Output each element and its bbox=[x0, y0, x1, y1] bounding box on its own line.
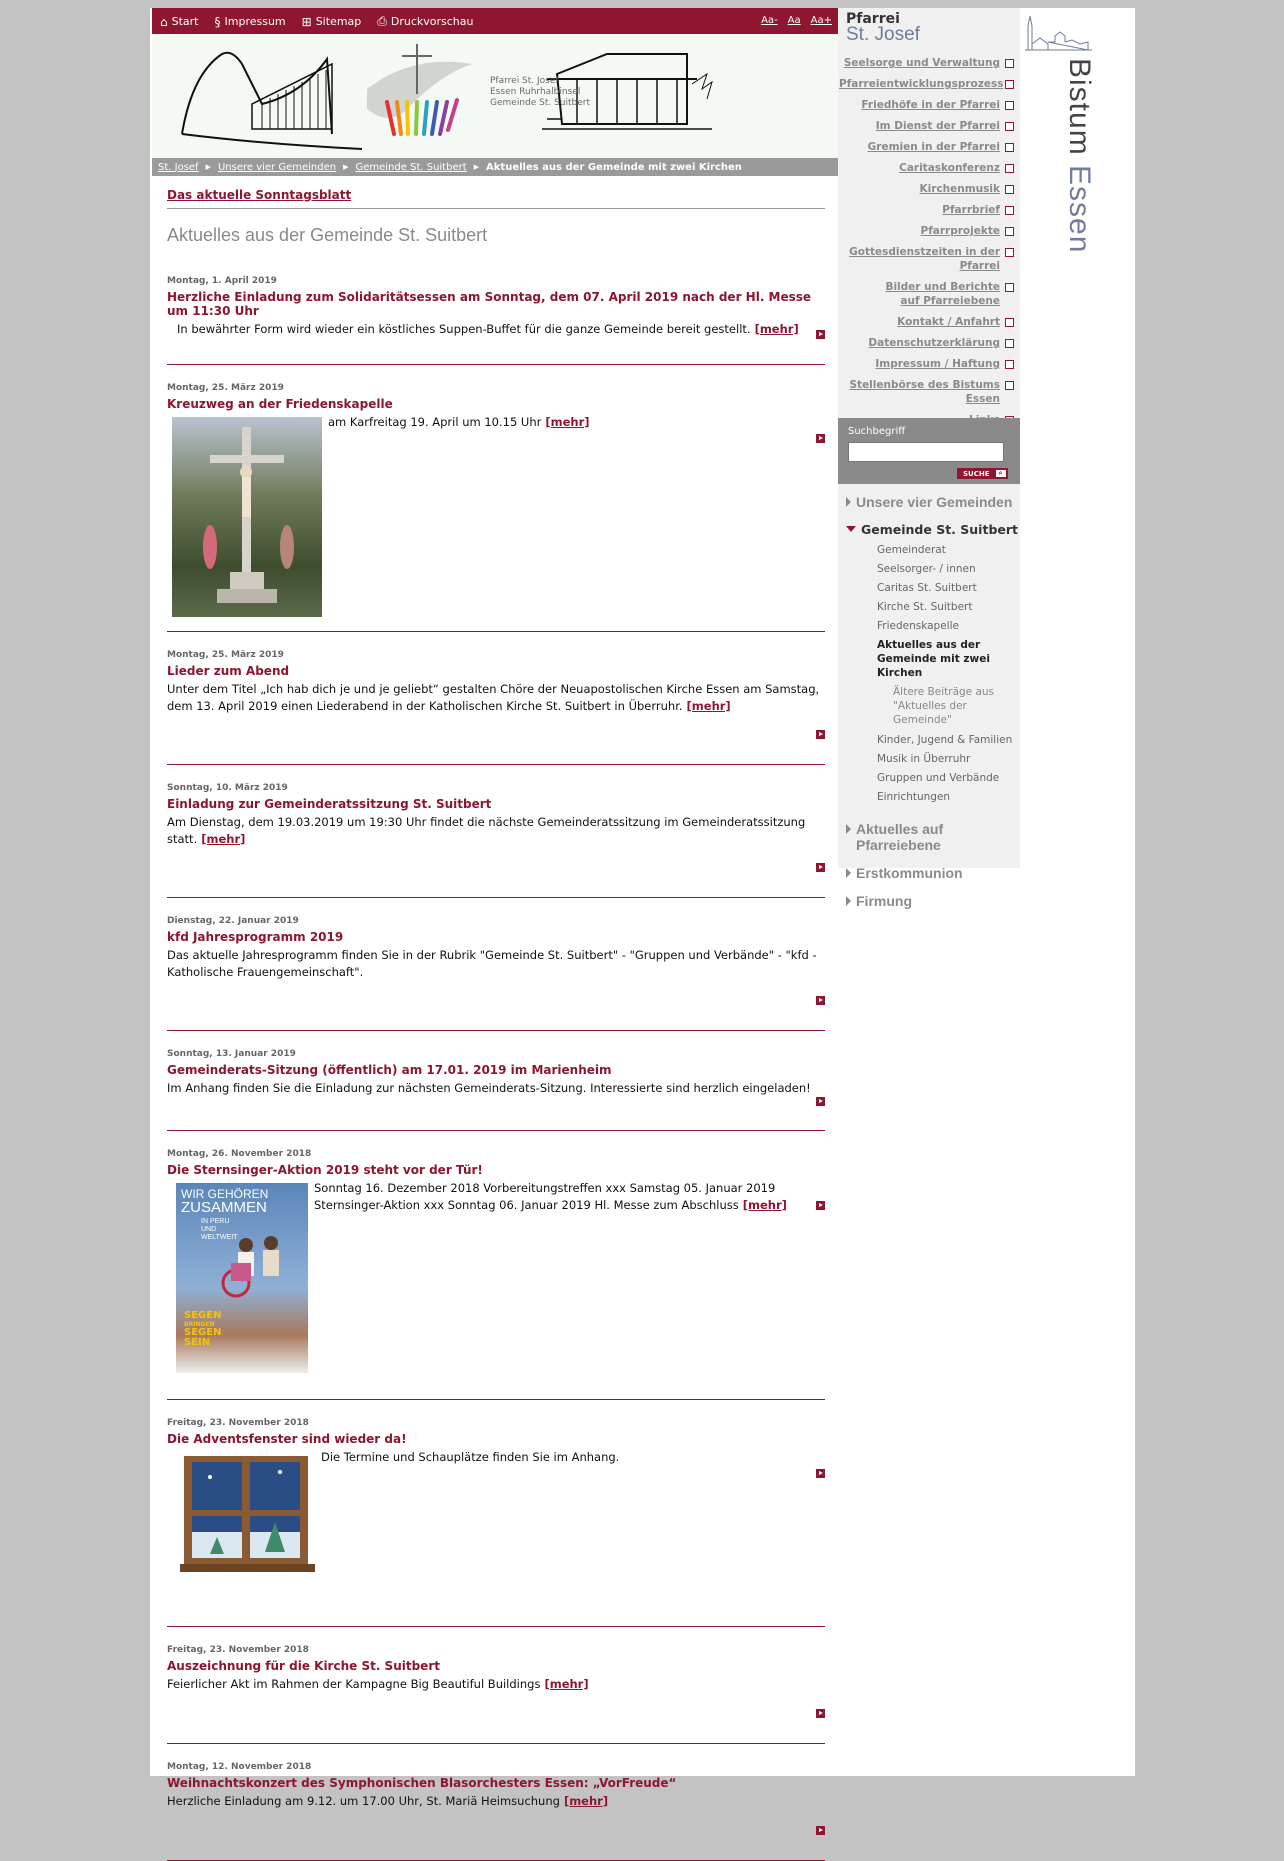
spacer bbox=[846, 809, 1020, 821]
sidebar-menu-label: Seelsorge und Verwaltung bbox=[843, 57, 1000, 69]
font-size-controls bbox=[761, 15, 832, 26]
news-date: Dienstag, 22. Januar 2019 bbox=[167, 916, 299, 926]
breadcrumb-current: Aktuelles aus der Gemeinde mit zwei Kirchen bbox=[486, 161, 742, 173]
mehr-link[interactable]: [mehr] bbox=[201, 832, 246, 846]
search-input[interactable] bbox=[848, 442, 1004, 462]
sidebar-menu-label: Gottesdienstzeiten in der Pfarrei bbox=[849, 246, 1000, 272]
page bbox=[150, 8, 1135, 1808]
news-date: Montag, 1. April 2019 bbox=[167, 276, 277, 286]
sidebar-menu-item[interactable] bbox=[839, 140, 1014, 154]
print-icon: ⎙ bbox=[377, 14, 387, 28]
news-date: Freitag, 23. November 2018 bbox=[167, 1645, 309, 1655]
news-date: Montag, 25. März 2019 bbox=[167, 650, 284, 660]
mehr-link[interactable]: [mehr] bbox=[742, 1198, 787, 1212]
poster-line: UND bbox=[201, 1226, 217, 1233]
poster-line: IN PERU bbox=[201, 1218, 230, 1225]
arrow-right-icon[interactable] bbox=[816, 1097, 825, 1106]
arrow-right-icon[interactable] bbox=[816, 330, 825, 339]
sidebar-menu-label: Friedhöfe in der Pfarrei bbox=[861, 99, 1000, 111]
header-banner bbox=[152, 34, 838, 158]
square-bullet-icon bbox=[1005, 248, 1014, 257]
news-item bbox=[167, 898, 825, 1030]
arrow-right-icon[interactable] bbox=[816, 434, 825, 443]
news-title[interactable]: Einladung zur Gemeinderatssitzung St. Suitbert bbox=[167, 797, 492, 811]
sidebar-menu-label: Gremien in der Pfarrei bbox=[867, 141, 1000, 153]
sidebar-menu-item[interactable] bbox=[839, 315, 1014, 329]
news-text-body: Herzliche Einladung am 9.12. um 17.00 Uhr, St. Mariä Heimsuchung bbox=[167, 1794, 560, 1808]
crucifix-image bbox=[172, 417, 322, 617]
sidebar-menu-label: Kirchenmusik bbox=[919, 183, 1000, 195]
chevron-right-icon: ▶ bbox=[473, 163, 480, 171]
nav-druckvorschau-label: Druckvorschau bbox=[390, 15, 474, 28]
news-text bbox=[167, 321, 825, 338]
divider bbox=[167, 208, 825, 209]
top-nav bbox=[160, 14, 473, 29]
nav-impressum-label: Impressum bbox=[224, 15, 286, 28]
poster-line: WELTWEIT bbox=[201, 1234, 238, 1241]
sidebar-menu-item[interactable] bbox=[839, 182, 1014, 196]
section-icon: § bbox=[214, 14, 221, 29]
mehr-link[interactable]: [mehr] bbox=[545, 415, 590, 429]
search-box bbox=[838, 418, 1020, 484]
chevron-right-icon: ▶ bbox=[205, 163, 211, 171]
banner-logo-text bbox=[490, 76, 590, 109]
sidebar-menu-item[interactable] bbox=[870, 280, 1014, 308]
news-item bbox=[167, 1627, 825, 1743]
subnav-child-item[interactable]: Seelsorger- / innen bbox=[877, 563, 976, 575]
bistum-essen-logo bbox=[1020, 8, 1100, 268]
subnav-child-item[interactable]: Kinder, Jugend & Familien bbox=[877, 734, 1013, 746]
bistum-wordmark bbox=[1062, 58, 1096, 253]
news-text bbox=[167, 1793, 825, 1810]
news-item bbox=[167, 1744, 825, 1860]
news-text-body: In bewährter Form wird wieder ein köstliches Suppen-Buffet für die ganze Gemeinde bereit gestellt. bbox=[177, 322, 751, 336]
home-icon: ⌂ bbox=[160, 14, 168, 29]
news-text-body: Sonntag 16. Dezember 2018 Vorbereitungstreffen xxx Samstag 05. Januar 2019 Sternsinger-Aktion xxx Sonntag 06. Januar 2019 Hl. Messe zum Abschluss bbox=[314, 1181, 776, 1212]
sidebar-menu-label: Impressum / Haftung bbox=[875, 358, 1000, 370]
poster-line: SEIN bbox=[184, 1337, 211, 1348]
sidebar-menu-label: Bilder und Berichte auf Pfarreiebene bbox=[885, 281, 1000, 307]
search-icon: ⌕ bbox=[996, 470, 1006, 477]
nav-impressum[interactable] bbox=[215, 14, 286, 29]
subnav-item-active[interactable]: Aktuelles aus der Gemeinde mit zwei Kirchen bbox=[877, 639, 990, 679]
search-label: Suchbegriff bbox=[848, 426, 906, 437]
subnav-child-item[interactable]: Einrichtungen bbox=[877, 791, 951, 803]
subnav-item[interactable]: Firmung bbox=[846, 893, 1020, 909]
sub-navigation bbox=[846, 494, 1020, 921]
square-bullet-icon bbox=[1005, 283, 1014, 292]
sidebar-menu bbox=[839, 56, 1014, 434]
sidebar-menu-item[interactable] bbox=[839, 161, 1014, 175]
square-bullet-icon bbox=[1005, 318, 1014, 327]
news-title[interactable]: Die Sternsinger-Aktion 2019 steht vor der Tür! bbox=[167, 1163, 483, 1177]
news-item bbox=[167, 1131, 825, 1399]
nav-sitemap[interactable] bbox=[302, 14, 362, 29]
arrow-right-icon[interactable] bbox=[816, 1709, 825, 1718]
font-normal-button[interactable]: Aa bbox=[787, 15, 801, 26]
poster-line: BRINGEN bbox=[184, 1321, 215, 1328]
square-bullet-icon bbox=[1005, 122, 1014, 131]
sidebar-menu-label: Pfarreientwicklungsprozess bbox=[839, 78, 1004, 90]
font-larger-button[interactable]: Aa+ bbox=[810, 15, 832, 26]
news-item bbox=[167, 765, 825, 897]
chevron-right-icon: ▶ bbox=[343, 163, 349, 171]
news-title[interactable]: Gemeinderats-Sitzung (öffentlich) am 17.01. 2019 im Marienheim bbox=[167, 1063, 612, 1077]
breadcrumb bbox=[152, 158, 838, 176]
subnav-children bbox=[846, 733, 1020, 804]
subnav-item[interactable]: Unsere vier Gemeinden bbox=[846, 494, 1020, 510]
square-bullet-icon bbox=[1005, 101, 1014, 110]
subnav-child-item[interactable]: Gruppen und Verbände bbox=[877, 772, 1000, 784]
sidebar-menu-item[interactable] bbox=[839, 98, 1014, 112]
sidebar-menu-item[interactable] bbox=[839, 203, 1014, 217]
sidebar-menu-item[interactable] bbox=[839, 378, 1014, 406]
sidebar-title-name: St. Josef bbox=[846, 24, 920, 45]
logo-line: Pfarrei St. Josef bbox=[490, 76, 559, 86]
news-text bbox=[167, 1676, 825, 1693]
mehr-link[interactable]: [mehr] bbox=[686, 699, 731, 713]
square-bullet-icon bbox=[1005, 360, 1014, 369]
square-bullet-icon bbox=[1005, 185, 1014, 194]
square-bullet-icon bbox=[1005, 206, 1014, 215]
news-text-body: Am Dienstag, dem 19.03.2019 um 19:30 Uhr findet die nächste Gemeinderatssitzung im Gemeinderatssitzung statt. bbox=[167, 815, 806, 846]
news-text-body: Unter dem Titel „Ich hab dich je und je geliebt“ gestalten Chöre der Neuapostolischen Kirche Essen am Samstag, dem 13. April 2019 einen Liederabend in der Katholischen Kirche St. Suitbert in Überruhr. bbox=[167, 682, 820, 713]
logo-line: Essen Ruhrhalbinsel bbox=[490, 87, 581, 97]
square-bullet-icon bbox=[1005, 339, 1014, 348]
news-text-body: Feierlicher Akt im Rahmen der Kampagne Big Beautiful Buildings bbox=[167, 1677, 541, 1691]
news-text: Die Termine und Schauplätze finden Sie im Anhang. bbox=[321, 1450, 620, 1464]
news-date: Sonntag, 13. Januar 2019 bbox=[167, 1049, 296, 1059]
news-date: Sonntag, 10. März 2019 bbox=[167, 783, 288, 793]
square-bullet-icon bbox=[1005, 59, 1014, 68]
search-button[interactable] bbox=[957, 468, 1008, 479]
subnav-item-open[interactable]: Gemeinde St. Suitbert bbox=[846, 522, 1020, 537]
sidebar-menu-label: Datenschutzerklärung bbox=[868, 337, 1000, 349]
square-bullet-icon bbox=[1005, 164, 1014, 173]
sidebar-menu-item[interactable] bbox=[839, 357, 1014, 371]
news-title[interactable]: Weihnachtskonzert des Symphonischen Blasorchesters Essen: „VorFreude“ bbox=[167, 1776, 677, 1790]
subnav-item[interactable]: Erstkommunion bbox=[846, 865, 1020, 881]
nav-sitemap-label: Sitemap bbox=[315, 15, 362, 28]
news-date: Montag, 26. November 2018 bbox=[167, 1149, 312, 1159]
breadcrumb-link[interactable]: Unsere vier Gemeinden bbox=[217, 161, 337, 173]
news-title[interactable]: Auszeichnung für die Kirche St. Suitbert bbox=[167, 1659, 440, 1673]
arrow-right-icon[interactable] bbox=[816, 730, 825, 739]
arrow-right-icon[interactable] bbox=[816, 1201, 825, 1210]
main-content bbox=[167, 188, 825, 1861]
sidebar-title bbox=[846, 11, 920, 45]
arrow-right-icon[interactable] bbox=[816, 996, 825, 1005]
news-text: Im Anhang finden Sie die Einladung zur nächsten Gemeinderats-Sitzung. Interessierte sind herzlich eingeladen! bbox=[167, 1081, 811, 1095]
bistum-word: Bistum bbox=[1063, 58, 1096, 156]
nav-druckvorschau[interactable] bbox=[377, 14, 473, 29]
subnav-child-item[interactable]: Gemeinderat bbox=[877, 544, 946, 556]
news-item bbox=[167, 258, 825, 364]
bistum-word: Essen bbox=[1063, 165, 1096, 254]
page-title: Aktuelles aus der Gemeinde St. Suitbert bbox=[167, 225, 488, 245]
sidebar-menu-label: Pfarrbrief bbox=[942, 204, 1000, 216]
sidebar-menu-item[interactable] bbox=[839, 245, 1014, 273]
poster-line: ZUSAMMEN bbox=[181, 1199, 267, 1216]
logo-line: Gemeinde St. Suitbert bbox=[490, 98, 591, 108]
sidebar-menu-item[interactable] bbox=[839, 336, 1014, 350]
sidebar-menu-item[interactable] bbox=[839, 119, 1014, 133]
mehr-link[interactable]: [mehr] bbox=[754, 322, 799, 336]
news-title[interactable]: Lieder zum Abend bbox=[167, 664, 290, 678]
news-date: Montag, 25. März 2019 bbox=[167, 383, 284, 393]
poster-line: SEGEN bbox=[184, 1327, 222, 1338]
arrow-right-icon[interactable] bbox=[816, 1469, 825, 1478]
sidebar-menu-item[interactable] bbox=[839, 56, 1014, 70]
breadcrumb-link[interactable]: St. Josef bbox=[158, 161, 199, 173]
news-text bbox=[167, 681, 825, 715]
poster-line: SEGEN bbox=[184, 1310, 222, 1321]
news-item bbox=[167, 365, 825, 631]
news-item bbox=[167, 1031, 825, 1130]
square-bullet-icon bbox=[1005, 80, 1014, 89]
arrow-right-icon[interactable] bbox=[816, 863, 825, 872]
cathedral-icon bbox=[1020, 8, 1100, 58]
news-text-body: am Karfreitag 19. April um 10.15 Uhr bbox=[328, 415, 542, 429]
sidebar bbox=[838, 8, 1020, 909]
square-bullet-icon bbox=[1005, 227, 1014, 236]
square-bullet-icon bbox=[1005, 381, 1014, 390]
subnav-children bbox=[846, 543, 1020, 633]
news-date: Freitag, 23. November 2018 bbox=[167, 1418, 309, 1428]
sonntagsblatt-link[interactable]: Das aktuelle Sonntagsblatt bbox=[167, 188, 352, 202]
news-text: Das aktuelle Jahresprogramm finden Sie in der Rubrik "Gemeinde St. Suitbert" - "Gruppen und Verbände" - "kfd - Katholische Frauengemeinschaft". bbox=[167, 948, 817, 979]
news-title[interactable]: Kreuzweg an der Friedenskapelle bbox=[167, 397, 393, 411]
subnav-child-item[interactable]: Musik in Überruhr bbox=[877, 753, 971, 765]
news-text bbox=[167, 814, 825, 848]
poster-line: WIR GEHÖREN bbox=[181, 1187, 269, 1201]
sidebar-menu-item[interactable] bbox=[839, 224, 1014, 238]
sternsinger-poster-image bbox=[176, 1183, 308, 1373]
arrow-right-icon[interactable] bbox=[816, 1826, 825, 1835]
mehr-link[interactable]: [mehr] bbox=[563, 1794, 609, 1808]
news-item bbox=[167, 1400, 825, 1626]
subnav-child-item[interactable]: Friedenskapelle bbox=[877, 620, 959, 632]
subnav-item-archive[interactable]: Ältere Beiträge aus "Aktuelles der Gemeinde" bbox=[893, 686, 995, 726]
sidebar-menu-item[interactable] bbox=[839, 77, 1014, 91]
subnav-child-item[interactable]: Kirche St. Suitbert bbox=[877, 601, 973, 613]
news-title[interactable]: Herzliche Einladung zum Solidaritätsessen am Sonntag, dem 07. April 2019 nach der Hl. Messe um 11:30 Uhr bbox=[167, 290, 812, 318]
adventsfenster-image bbox=[180, 1452, 315, 1577]
search-button-label: SUCHE bbox=[963, 469, 990, 478]
font-smaller-button[interactable]: Aa- bbox=[761, 15, 778, 26]
news-title[interactable]: Die Adventsfenster sind wieder da! bbox=[167, 1432, 407, 1446]
subnav-child-item[interactable]: Caritas St. Suitbert bbox=[877, 582, 977, 594]
subnav-item[interactable]: Aktuelles auf Pfarreiebene bbox=[846, 821, 1020, 853]
breadcrumb-link[interactable]: Gemeinde St. Suitbert bbox=[355, 161, 467, 173]
poster-slogan bbox=[184, 1311, 221, 1348]
sidebar-menu-label: Kontakt / Anfahrt bbox=[897, 316, 1000, 328]
nav-start-label: Start bbox=[171, 15, 199, 28]
sidebar-menu-label: Caritaskonferenz bbox=[899, 162, 1000, 174]
nav-start[interactable] bbox=[160, 14, 199, 29]
news-date: Montag, 12. November 2018 bbox=[167, 1762, 312, 1772]
sidebar-menu-label: Stellenbörse des Bistums Essen bbox=[849, 379, 1000, 405]
mehr-link[interactable]: [mehr] bbox=[544, 1677, 589, 1691]
top-bar bbox=[152, 8, 838, 34]
sidebar-menu-label: Im Dienst der Pfarrei bbox=[875, 120, 1000, 132]
sidebar-menu-label: Pfarrprojekte bbox=[920, 225, 1000, 237]
news-item bbox=[167, 632, 825, 764]
subnav-bottom bbox=[846, 821, 1020, 909]
sitemap-icon: ⊞ bbox=[301, 14, 312, 29]
news-title[interactable]: kfd Jahresprogramm 2019 bbox=[167, 930, 344, 944]
square-bullet-icon bbox=[1005, 143, 1014, 152]
sidebar-title-line: Pfarrei bbox=[846, 11, 900, 27]
